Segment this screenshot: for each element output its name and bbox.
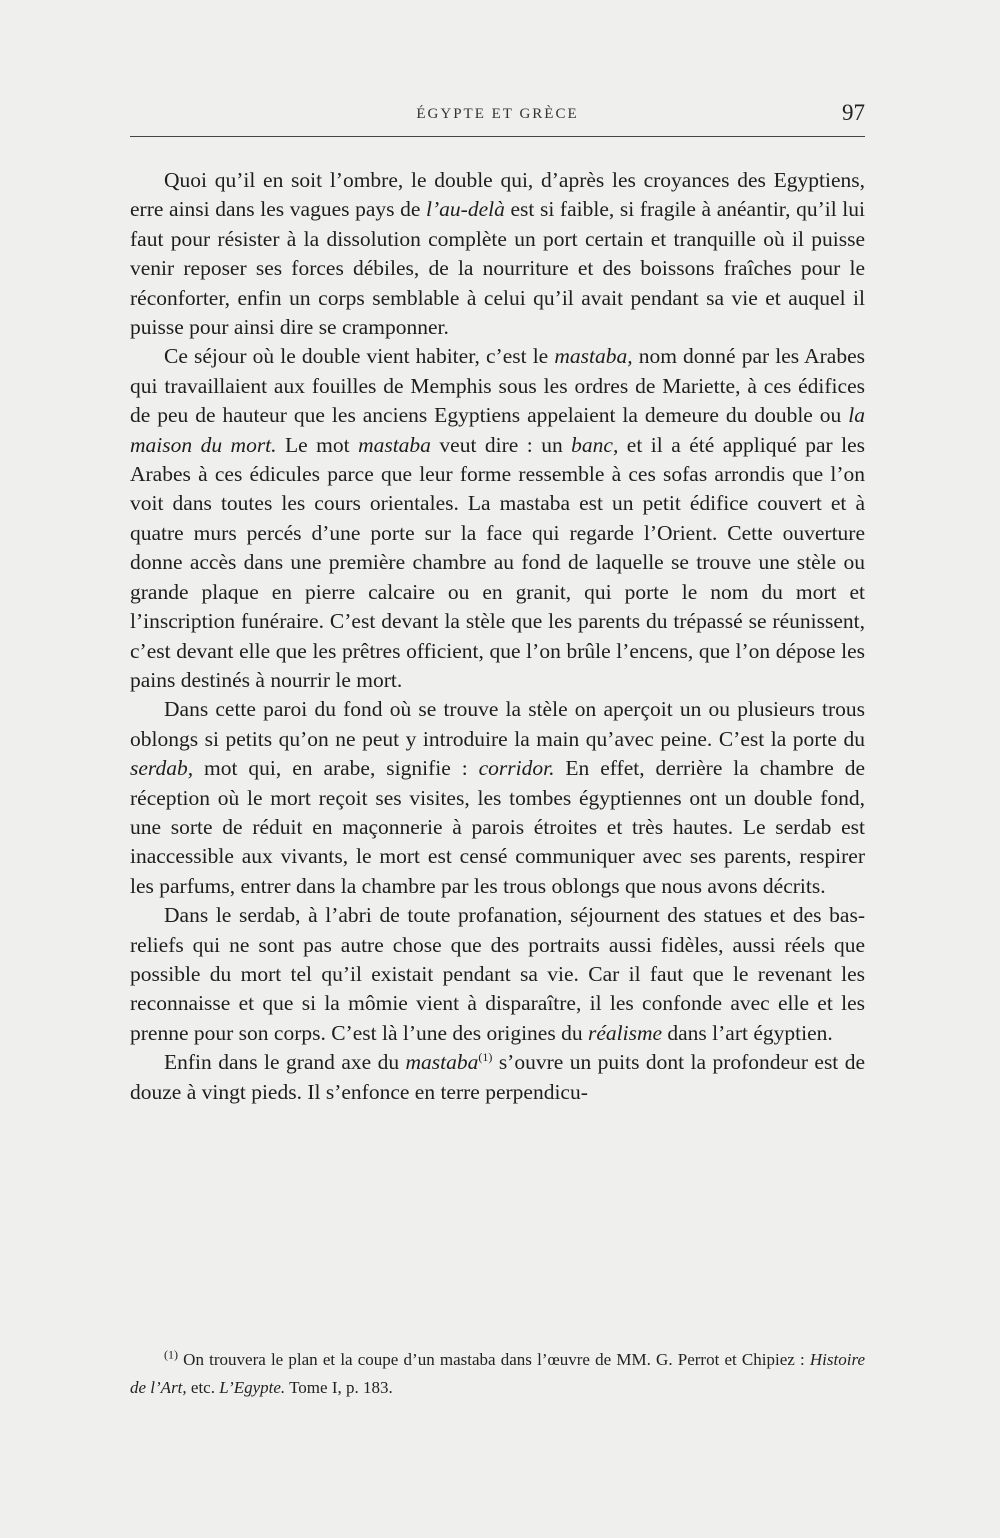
body-text — [130, 166, 865, 1107]
text-run: Dans cette paroi du fond où se trouve la stèle on aperçoit un ou plusieurs trous oblongs si petits qu’on ne peut y introduire la main qu’avec peine. C’est la porte du — [130, 697, 865, 751]
italic-text: serdab, — [130, 756, 194, 781]
text-run: etc. — [186, 1378, 220, 1397]
italic-text: banc, — [571, 432, 619, 457]
paragraph — [130, 166, 865, 342]
italic-text: mastaba, — [554, 344, 633, 369]
footnote-marker: (1) — [164, 1347, 178, 1362]
text-run: Dans le serdab, à l’abri de toute profanation, séjournent des statues et des bas-reliefs qui ne sont pas autre chose que des portraits aussi fidèles, aussi réels que possible du mort tel qu’il existait pendant sa vie. Car il faut que le revenant les reconnaisse et que si la mômie vient à disparaître, il les confonde avec elle et les prenne pour son corps. C’est là l’une des origines du — [130, 903, 865, 1045]
text-run: Enfin dans le grand axe du — [164, 1050, 406, 1075]
italic-text: la maison du mort. — [130, 403, 865, 457]
text-run: Tome I, p. 183. — [285, 1378, 393, 1397]
text-run: En effet, derrière la chambre de réception où le mort reçoit ses visites, les tombes égyptiennes ont un double fond, une sorte de réduit en maçonnerie à parois étroites et très hautes. Le serdab est inaccessible aux vivants, le mort est censé communiquer avec ses parents, respirer les parfums, entrer dans la chambre par les trous oblongs que nous avons décrits. — [130, 756, 865, 898]
running-title: ÉGYPTE ET GRÈCE — [416, 106, 579, 122]
italic-text: mastaba — [358, 432, 431, 457]
text-run: dans l’art égyptien. — [662, 1020, 833, 1045]
italic-text: L’Egypte. — [219, 1378, 286, 1397]
text-run: s’ouvre un puits dont la profondeur est de douze à vingt pieds. Il s’enfonce en terre perpendicu- — [130, 1050, 865, 1104]
text-run: Ce séjour où le double vient habiter, c’est le — [164, 344, 555, 369]
italic-text: corridor. — [478, 756, 555, 781]
text-run: nom donné par les Arabes qui travaillaient aux fouilles de Memphis sous les ordres de Mariette, à ces édifices de peu de hauteur que les anciens Egyptiens appelaient la demeure du double ou — [130, 344, 865, 428]
italic-text: mastaba — [405, 1050, 479, 1075]
paragraph — [130, 342, 865, 695]
footnote — [130, 1346, 865, 1402]
footnote-marker: (1) — [478, 1050, 493, 1065]
page-number: 97 — [842, 100, 865, 125]
italic-text: réalisme — [587, 1020, 663, 1045]
text-run: Le mot — [276, 432, 359, 457]
text-run: Quoi qu’il en soit l’ombre, le double qui, d’après les croyances des Egyptiens, erre ainsi dans les vagues pays de — [130, 168, 865, 222]
footnotes — [130, 1346, 865, 1402]
italic-text: l’au-delà — [426, 197, 505, 222]
text-run: veut dire : un — [430, 432, 572, 457]
italic-text: Histoire de l’Art, — [130, 1350, 865, 1397]
text-run: On trouvera le plan et la coupe d’un mastaba dans l’œuvre de MM. G. Perrot et Chipiez : — [178, 1350, 810, 1369]
text-run: et il a été appliqué par les Arabes à ces édicules parce que leur forme ressemble à ces sofas arrondis que l’on voit dans toutes les cours orientales. La mastaba est un petit édifice couvert et à quatre murs percés d’une porte sur la face qui regarde l’Orient. Cette ouverture donne accès dans une première chambre au fond de laquelle se trouve une stèle ou grande plaque en pierre calcaire ou en granit, qui porte le nom du mort et l’inscription funéraire. C’est devant la stèle que les parents du trépassé se réunissent, c’est devant elle que les prêtres officient, que l’on brûle l’encens, que l’on dépose les pains destinés à nourrir le mort. — [130, 432, 866, 692]
running-head — [130, 100, 865, 137]
paragraph — [130, 1048, 865, 1107]
text-run: mot qui, en arabe, signifie : — [193, 756, 479, 781]
text-run: est si faible, si fragile à anéantir, qu’il lui faut pour résister à la dissolution complète un port certain et tranquille où il puisse venir reposer ses forces débiles, de la nourriture et des boissons fraîches pour le réconforter, enfin un corps semblable à celui qu’il avait pendant sa vie et auquel il puisse pour ainsi dire se cramponner. — [130, 197, 865, 340]
paragraph — [130, 901, 865, 1048]
paragraph — [130, 695, 865, 901]
